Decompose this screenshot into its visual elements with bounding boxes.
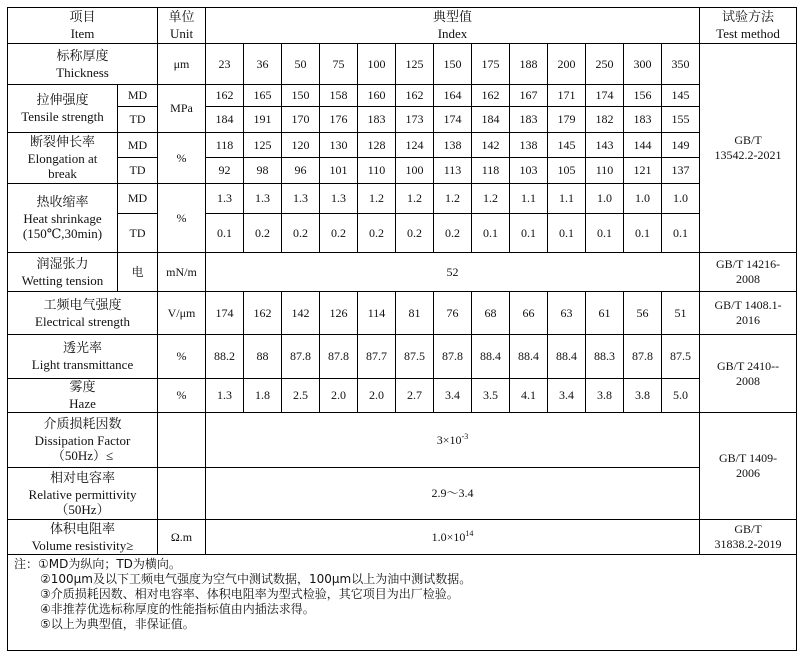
cell: 87.8 xyxy=(282,335,320,379)
cell: 1.2 xyxy=(434,184,472,214)
unit-wetting: mN/m xyxy=(158,253,206,292)
cell: 145 xyxy=(548,133,586,158)
row-electrical xyxy=(8,292,797,335)
cell: 179 xyxy=(548,107,586,133)
cell: 0.2 xyxy=(434,214,472,253)
cell: 0.1 xyxy=(510,214,548,253)
td-label: TD xyxy=(118,158,158,184)
cell: 124 xyxy=(396,133,434,158)
cell: 138 xyxy=(510,133,548,158)
note-5: ⑤以上为典型值，非保证值。 xyxy=(40,617,195,631)
cell: 1.8 xyxy=(244,379,282,413)
unit-elongation: % xyxy=(158,133,206,184)
cell: 2.0 xyxy=(358,379,396,413)
cell: 142 xyxy=(282,292,320,335)
cell: 0.2 xyxy=(282,214,320,253)
unit-permittivity xyxy=(158,468,206,520)
cell: 87.8 xyxy=(434,335,472,379)
label-thickness: 标称厚度 Thickness xyxy=(8,44,158,85)
header-test-method: 试验方法 Test method xyxy=(700,8,797,44)
cell: 126 xyxy=(320,292,358,335)
cell: 121 xyxy=(624,158,662,184)
cell: 1.3 xyxy=(206,379,244,413)
cell: 176 xyxy=(320,107,358,133)
cell: 2.0 xyxy=(320,379,358,413)
cell: 2.7 xyxy=(396,379,434,413)
row-permittivity xyxy=(8,468,797,520)
cell: 61 xyxy=(586,292,624,335)
cell: 87.8 xyxy=(624,335,662,379)
label-elongation: 断裂伸长率 Elongation at break xyxy=(8,133,118,184)
cell: 167 xyxy=(510,85,548,107)
cell: 88.4 xyxy=(510,335,548,379)
cell: 143 xyxy=(586,133,624,158)
cell: 174 xyxy=(434,107,472,133)
cell: 164 xyxy=(434,85,472,107)
cell: 250 xyxy=(586,44,624,85)
row-elongation-md xyxy=(8,133,797,158)
cell: 1.1 xyxy=(548,184,586,214)
cell: 98 xyxy=(244,158,282,184)
row-light xyxy=(8,335,797,379)
cell: 162 xyxy=(472,85,510,107)
cell: 92 xyxy=(206,158,244,184)
cell: 3.5 xyxy=(472,379,510,413)
note-3: ③介质损耗因数、相对电容率、体积电阻率为型式检验，其它项目为出厂检验。 xyxy=(40,587,459,601)
cell: 87.7 xyxy=(358,335,396,379)
row-dissipation xyxy=(8,413,797,468)
cell: 118 xyxy=(472,158,510,184)
cell: 0.1 xyxy=(624,214,662,253)
cell: 1.0 xyxy=(586,184,624,214)
row-elongation-td xyxy=(8,158,797,184)
td-label: TD xyxy=(118,107,158,133)
cell: 0.1 xyxy=(662,214,700,253)
cell: 165 xyxy=(244,85,282,107)
cell: 1.1 xyxy=(510,184,548,214)
cell: 75 xyxy=(320,44,358,85)
cell: 105 xyxy=(548,158,586,184)
method-1408: GB/T 1408.1- 2016 xyxy=(700,292,797,335)
cell: 68 xyxy=(472,292,510,335)
value-permittivity: 2.9～3.4 xyxy=(206,468,700,520)
header-item: 项目 Item xyxy=(8,8,158,44)
row-tensile-td xyxy=(8,107,797,133)
cell: 101 xyxy=(320,158,358,184)
label-shrinkage: 热收缩率 Heat shrinkage (150℃,30min) xyxy=(8,184,118,253)
cell: 191 xyxy=(244,107,282,133)
td-label: TD xyxy=(118,214,158,253)
label-dissipation: 介质损耗因数 Dissipation Factor （50Hz）≤ xyxy=(8,413,158,468)
cell: 1.3 xyxy=(206,184,244,214)
unit-electrical: V/μm xyxy=(158,292,206,335)
method-14216: GB/T 14216- 2008 xyxy=(700,253,797,292)
cell: 128 xyxy=(358,133,396,158)
cell: 350 xyxy=(662,44,700,85)
cell: 0.1 xyxy=(206,214,244,253)
row-thickness xyxy=(8,44,797,85)
note-2: ②100μm及以下工频电气强度为空气中测试数据，100μm以上为油中测试数据。 xyxy=(40,572,472,586)
cell: 0.2 xyxy=(320,214,358,253)
notes xyxy=(8,555,797,651)
value-wetting: 52 xyxy=(206,253,700,292)
cell: 158 xyxy=(320,85,358,107)
cell: 1.3 xyxy=(282,184,320,214)
cell: 100 xyxy=(358,44,396,85)
wetting-sub-label: 电 xyxy=(118,253,158,292)
row-shrinkage-td xyxy=(8,214,797,253)
cell: 87.5 xyxy=(662,335,700,379)
cell: 183 xyxy=(358,107,396,133)
cell: 144 xyxy=(624,133,662,158)
cell: 87.8 xyxy=(320,335,358,379)
spec-table xyxy=(7,7,797,651)
method-13542: GB/T 13542.2-2021 xyxy=(700,44,797,253)
cell: 0.2 xyxy=(396,214,434,253)
unit-dissipation xyxy=(158,413,206,468)
cell: 3.4 xyxy=(548,379,586,413)
cell: 113 xyxy=(434,158,472,184)
cell: 76 xyxy=(434,292,472,335)
cell: 149 xyxy=(662,133,700,158)
row-tensile-md xyxy=(8,85,797,107)
cell: 88.4 xyxy=(548,335,586,379)
cell: 1.3 xyxy=(244,184,282,214)
cell: 162 xyxy=(396,85,434,107)
cell: 200 xyxy=(548,44,586,85)
cell: 96 xyxy=(282,158,320,184)
cell: 1.2 xyxy=(396,184,434,214)
md-label: MD xyxy=(118,133,158,158)
cell: 23 xyxy=(206,44,244,85)
cell: 110 xyxy=(586,158,624,184)
cell: 3.8 xyxy=(586,379,624,413)
cell: 170 xyxy=(282,107,320,133)
cell: 184 xyxy=(472,107,510,133)
value-volume: $1.0\times 10^{14}$ xyxy=(206,520,700,555)
cell: 2.5 xyxy=(282,379,320,413)
cell: 56 xyxy=(624,292,662,335)
value-dissipation: $3\times 10^{-3}$ xyxy=(206,413,700,468)
cell: 88.2 xyxy=(206,335,244,379)
row-volume xyxy=(8,520,797,555)
cell: 5.0 xyxy=(662,379,700,413)
unit-volume: Ω.m xyxy=(158,520,206,555)
cell: 156 xyxy=(624,85,662,107)
cell: 3.8 xyxy=(624,379,662,413)
cell: 137 xyxy=(662,158,700,184)
cell: 174 xyxy=(206,292,244,335)
cell: 145 xyxy=(662,85,700,107)
cell: 3.4 xyxy=(434,379,472,413)
cell: 1.0 xyxy=(624,184,662,214)
label-light: 透光率 Light transmittance xyxy=(8,335,158,379)
cell: 188 xyxy=(510,44,548,85)
label-volume: 体积电阻率 Volume resistivity≥ xyxy=(8,520,158,555)
cell: 118 xyxy=(206,133,244,158)
label-electrical: 工频电气强度 Electrical strength xyxy=(8,292,158,335)
cell: 125 xyxy=(244,133,282,158)
cell: 100 xyxy=(396,158,434,184)
method-1409: GB/T 1409- 2006 xyxy=(700,413,797,520)
cell: 300 xyxy=(624,44,662,85)
cell: 175 xyxy=(472,44,510,85)
cell: 0.2 xyxy=(358,214,396,253)
cell: 138 xyxy=(434,133,472,158)
row-shrinkage-md xyxy=(8,184,797,214)
unit-haze: % xyxy=(158,379,206,413)
cell: 63 xyxy=(548,292,586,335)
cell: 150 xyxy=(434,44,472,85)
note-4: ④非推荐优选标称厚度的性能指标值由内插法求得。 xyxy=(40,602,315,616)
cell: 51 xyxy=(662,292,700,335)
row-haze xyxy=(8,379,797,413)
cell: 130 xyxy=(320,133,358,158)
cell: 171 xyxy=(548,85,586,107)
header-unit: 单位 Unit xyxy=(158,8,206,44)
label-tensile: 拉伸强度 Tensile strength xyxy=(8,85,118,133)
note-1: 注：①MD为纵向；TD为横向。 xyxy=(14,557,181,571)
cell: 162 xyxy=(244,292,282,335)
row-wetting xyxy=(8,253,797,292)
cell: 160 xyxy=(358,85,396,107)
cell: 88.4 xyxy=(472,335,510,379)
cell: 0.2 xyxy=(244,214,282,253)
cell: 36 xyxy=(244,44,282,85)
unit-light: % xyxy=(158,335,206,379)
header-row xyxy=(8,8,797,44)
method-2410: GB/T 2410-- 2008 xyxy=(700,335,797,413)
cell: 183 xyxy=(624,107,662,133)
cell: 88.3 xyxy=(586,335,624,379)
cell: 1.0 xyxy=(662,184,700,214)
cell: 110 xyxy=(358,158,396,184)
cell: 184 xyxy=(206,107,244,133)
cell: 182 xyxy=(586,107,624,133)
cell: 0.1 xyxy=(548,214,586,253)
row-notes xyxy=(8,555,797,651)
unit-tensile: MPa xyxy=(158,85,206,133)
cell: 155 xyxy=(662,107,700,133)
cell: 125 xyxy=(396,44,434,85)
unit-thickness: μm xyxy=(158,44,206,85)
cell: 1.2 xyxy=(358,184,396,214)
cell: 1.2 xyxy=(472,184,510,214)
cell: 150 xyxy=(282,85,320,107)
cell: 87.5 xyxy=(396,335,434,379)
md-label: MD xyxy=(118,184,158,214)
cell: 4.1 xyxy=(510,379,548,413)
cell: 1.3 xyxy=(320,184,358,214)
label-wetting: 润湿张力 Wetting tension xyxy=(8,253,118,292)
cell: 183 xyxy=(510,107,548,133)
cell: 142 xyxy=(472,133,510,158)
cell: 81 xyxy=(396,292,434,335)
cell: 0.1 xyxy=(472,214,510,253)
cell: 0.1 xyxy=(586,214,624,253)
method-31838: GB/T 31838.2-2019 xyxy=(700,520,797,555)
cell: 88 xyxy=(244,335,282,379)
header-index: 典型值 Index xyxy=(206,8,700,44)
cell: 174 xyxy=(586,85,624,107)
cell: 103 xyxy=(510,158,548,184)
unit-shrinkage: % xyxy=(158,184,206,253)
cell: 66 xyxy=(510,292,548,335)
cell: 114 xyxy=(358,292,396,335)
cell: 120 xyxy=(282,133,320,158)
cell: 50 xyxy=(282,44,320,85)
label-permittivity: 相对电容率 Relative permittivity （50Hz） xyxy=(8,468,158,520)
md-label: MD xyxy=(118,85,158,107)
cell: 162 xyxy=(206,85,244,107)
label-haze: 雾度 Haze xyxy=(8,379,158,413)
cell: 173 xyxy=(396,107,434,133)
